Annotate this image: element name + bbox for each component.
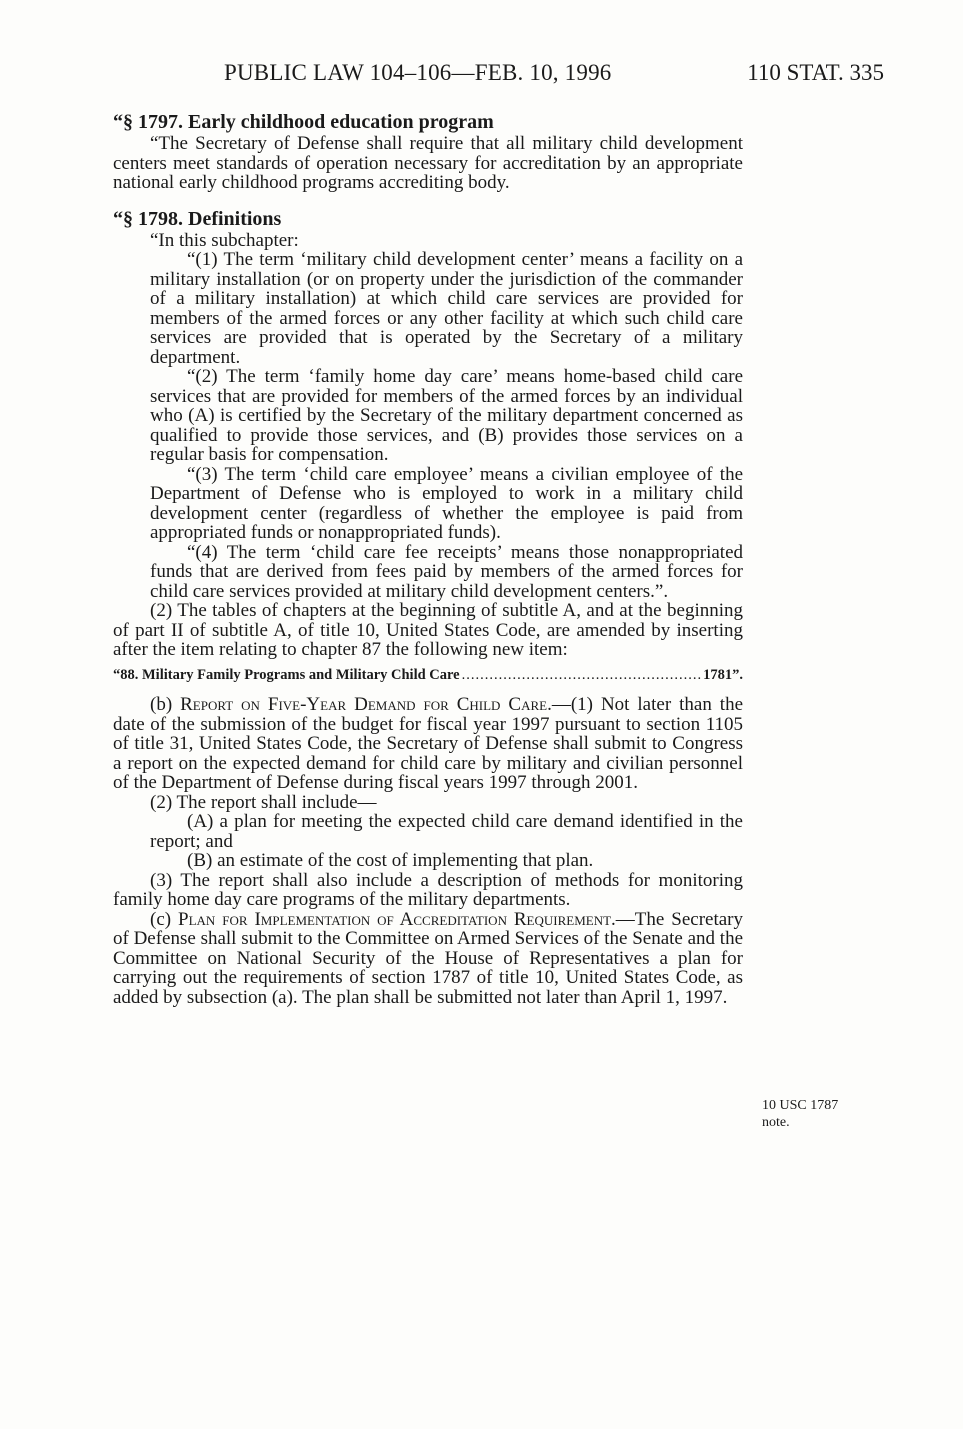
subsection-b <box>113 695 743 793</box>
toc-item-label: “88. Military Family Programs and Military Child Care <box>113 666 460 683</box>
subsection-b-subparagraph-a: (A) a plan for meeting the expected child care demand identified in the report; and <box>150 811 743 852</box>
toc-leader-dots <box>462 666 702 686</box>
document-body <box>113 110 743 1007</box>
page-header <box>224 60 884 90</box>
definition-2: “(2) The term ‘family home day care’ means home-based child care services that are provided for members of the armed forces by an individual who (A) is certified by the Secretary of the military department concerned as qualified to provide those services, and (B) provides those services on a regular basis for compensation. <box>150 366 743 465</box>
paragraph-2-tables-amendment: (2) The tables of chapters at the beginning of subtitle A, and at the beginning of part II of subtitle A, of title 10, United States Code, are amended by inserting after the item relating to chapter 87 the following new item: <box>113 600 743 660</box>
subsection-b-paragraph-2: (2) The report shall include— <box>150 791 377 813</box>
section-1798-heading: “§ 1798. Definitions <box>113 207 282 230</box>
subsection-b-subparagraph-b: (B) an estimate of the cost of implementing that plan. <box>187 850 594 871</box>
toc-item-page: 1781”. <box>703 666 743 683</box>
subsection-b-paragraph-3: (3) The report shall also include a description of methods for monitoring family home day care programs of the military departments. <box>113 869 743 910</box>
margin-note-citation: 10 USC 1787 <box>762 1098 839 1113</box>
table-of-chapters-item <box>113 666 743 686</box>
subsection-b-marker: (b) <box>150 694 181 715</box>
subsection-c-text: —The Secretary of Defense shall submit to the Committee on Armed Services of the Senate and the Committee on National Security of the House of Representatives a plan for carrying out the requirements of section 1787 of title 10, United States Code, as added by subsection (a). The plan shall be submitted not later than April 1, 1997. <box>113 908 744 1008</box>
definition-3: “(3) The term ‘child care employee’ means a civilian employee of the Department of Defense who is employed to work in a military child development center (regardless of whether the employee is paid from appropriated funds or nonappropriated funds). <box>150 463 743 543</box>
subsection-c <box>113 910 743 1008</box>
public-law-citation: PUBLIC LAW 104–106—FEB. 10, 1996 <box>224 60 612 85</box>
subsection-c-marker: (c) <box>150 908 179 930</box>
section-1797-text: “The Secretary of Defense shall require that all military child development centers meet standards of operation necessary for accreditation by an appropriate national early childhood programs accrediting body. <box>113 133 743 193</box>
margin-note-label: note. <box>762 1115 790 1130</box>
definition-1: “(1) The term ‘military child development center’ means a facility on a military installation (or on property under the jurisdiction of the commander of a military installation) at which child care services are provided for members of the armed forces or any other facility at which such child care services are provided that is operated by the Secretary of a military department. <box>150 249 743 368</box>
statute-page-number: 110 STAT. 335 <box>747 60 884 85</box>
subsection-b-caption: Report on Five-Year Demand for Child Care. <box>180 694 552 715</box>
margin-note <box>762 1097 872 1131</box>
section-1798-intro: “In this subchapter: <box>150 229 299 251</box>
definition-4: “(4) The term ‘child care fee receipts’ means those nonappropriated funds that are derived from fees paid by members of the armed forces for child care services provided at military child development centers.”. <box>150 541 743 602</box>
subsection-b-text: —(1) Not later than the date of the submission of the budget for fiscal year 1997 pursuant to section 1105 of title 31, United States Code, the Secretary of Defense shall submit to Congress a report on the expected demand for child care by military and civilian personnel of the Department of Defense during fiscal years 1997 through 2001. <box>113 694 743 793</box>
section-1797-heading: “§ 1797. Early childhood education program <box>113 111 494 133</box>
subsection-c-caption: Plan for Implementation of Accreditation Requirement. <box>178 908 616 930</box>
